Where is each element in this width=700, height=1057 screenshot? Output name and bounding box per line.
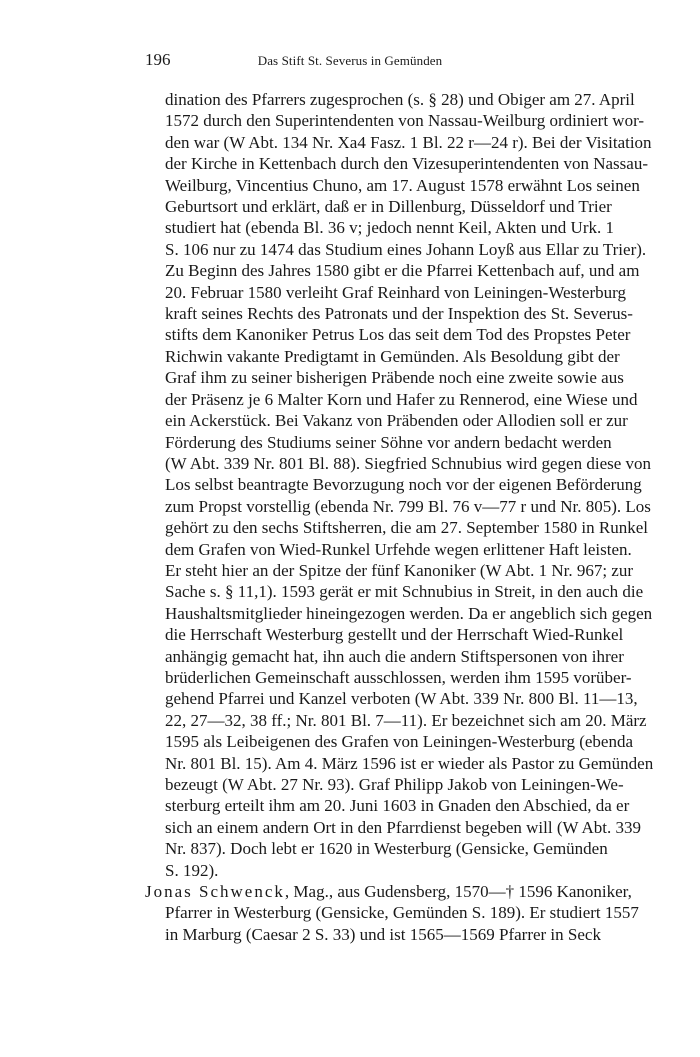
text-line: Nr. 801 Bl. 15). Am 4. März 1596 ist er wieder als Pastor zu Gemünden bbox=[165, 753, 654, 773]
text-line: bezeugt (W Abt. 27 Nr. 93). Graf Philipp Jakob von Leiningen-We- bbox=[165, 775, 624, 794]
text-line: Los selbst beantragte Bevorzugung noch vor der eigenen Beförderung bbox=[165, 475, 642, 495]
text-line: studiert hat (ebenda Bl. 36 v; jedoch nennt Keil, Akten und Urk. 1 bbox=[165, 218, 614, 238]
entry-first-line-rest: , Mag., aus Gudensberg, 1570—† 1596 Kanoniker, bbox=[284, 882, 632, 901]
body-paragraph bbox=[165, 89, 654, 881]
text-line: ein Ackerstück. Bei Vakanz von Präbenden oder Allodien soll er zur bbox=[165, 411, 628, 431]
text-line: dem Grafen von Wied-Runkel Urfehde wegen erlittener Haft leisten. bbox=[165, 539, 632, 559]
text-line: Weilburg, Vincentius Chuno, am 17. August 1578 erwähnt Los seinen bbox=[165, 175, 640, 195]
text-line: sich an einem andern Ort in den Pfarrdienst begeben will (W Abt. 339 bbox=[165, 817, 642, 837]
text-line: Sache s. § 11,1). 1593 gerät er mit Schnubius in Streit, in den auch die bbox=[165, 582, 644, 602]
text-line: brüderlichen Gemeinschaft ausschlossen, werden ihm 1595 vorüber- bbox=[165, 667, 632, 687]
text-line: Haushaltsmitglieder hineingezogen werden. Da er angeblich sich gegen bbox=[165, 603, 653, 623]
text-line: den war (W Abt. 134 Nr. Xa4 Fasz. 1 Bl. 22 r—24 r). Bei der Visitation bbox=[165, 132, 652, 152]
running-title: Das Stift St. Severus in Gemünden bbox=[257, 53, 443, 68]
text-line: gehend Pfarrei und Kanzel verboten (W Abt. 339 Nr. 800 Bl. 11—13, bbox=[165, 689, 638, 709]
text-line: Geburtsort und erklärt, daß er in Dillenburg, Düsseldorf und Trier bbox=[165, 197, 612, 217]
text-line: Pfarrer in Westerburg (Gensicke, Gemünden S. 189). Er studiert 1557 bbox=[165, 903, 639, 923]
page-number: 196 bbox=[145, 50, 171, 69]
text-line: Nr. 837). Doch lebt er 1620 in Westerburg (Gensicke, Gemünden bbox=[165, 839, 608, 859]
text-line: 1595 als Leibeigenen des Grafen von Leiningen-Westerburg (ebenda bbox=[165, 732, 634, 752]
text-line: dination des Pfarrers zugesprochen (s. § 28) und Obiger am 27. April bbox=[165, 90, 635, 109]
text-line: 20. Februar 1580 verleiht Graf Reinhard von Leiningen-Westerburg bbox=[165, 282, 626, 302]
entry-name: Jonas Schwenck bbox=[145, 882, 285, 901]
text-line: Förderung des Studiums seiner Söhne vor andern bedacht werden bbox=[165, 432, 612, 452]
text-line: zum Propst vorstellig (ebenda Nr. 799 Bl. 76 v—77 r und Nr. 805). Los bbox=[165, 496, 651, 516]
text-line: der Präsenz je 6 Malter Korn und Hafer zu Rennerod, eine Wiese und bbox=[165, 389, 638, 409]
text-line: 22, 27—32, 38 ff.; Nr. 801 Bl. 7—11). Er bezeichnet sich am 20. März bbox=[165, 710, 647, 730]
text-line: sterburg erteilt ihm am 20. Juni 1603 in Gnaden den Abschied, da er bbox=[165, 796, 630, 816]
text-line: S. 192). bbox=[165, 860, 219, 880]
entry-first-line bbox=[145, 881, 632, 902]
text-line: Richwin vakante Predigtamt in Gemünden. Als Besoldung gibt der bbox=[165, 346, 620, 366]
text-line: S. 106 nur zu 1474 das Studium eines Johann Loyß aus Ellar zu Trier). bbox=[165, 239, 647, 259]
page-header bbox=[145, 50, 555, 74]
entry-jonas-schwenck bbox=[145, 881, 639, 945]
text-line: kraft seines Rechts des Patronats und der Inspektion des St. Severus- bbox=[165, 304, 633, 324]
text-line: der Kirche in Kettenbach durch den Vizesuperintendenten von Nassau- bbox=[165, 154, 648, 174]
text-line: Graf ihm zu seiner bisherigen Präbende noch eine zweite sowie aus bbox=[165, 368, 624, 388]
text-line: gehört zu den sechs Stiftsherren, die am 27. September 1580 in Runkel bbox=[165, 518, 648, 538]
text-line: stifts dem Kanoniker Petrus Los das seit dem Tod des Propstes Peter bbox=[165, 325, 631, 345]
text-line: die Herrschaft Westerburg gestellt und der Herrschaft Wied-Runkel bbox=[165, 625, 624, 645]
text-line: 1572 durch den Superintendenten von Nassau-Weilburg ordiniert wor- bbox=[165, 111, 645, 131]
text-line: Er steht hier an der Spitze der fünf Kanoniker (W Abt. 1 Nr. 967; zur bbox=[165, 560, 633, 580]
text-line: in Marburg (Caesar 2 S. 33) und ist 1565—1569 Pfarrer in Seck bbox=[165, 924, 601, 944]
text-line: (W Abt. 339 Nr. 801 Bl. 88). Siegfried Schnubius wird gegen diese von bbox=[165, 453, 652, 473]
text-line: anhängig gemacht hat, ihn auch die andern Stiftspersonen von ihrer bbox=[165, 646, 624, 666]
text-line: Zu Beginn des Jahres 1580 gibt er die Pfarrei Kettenbach auf, und am bbox=[165, 261, 640, 281]
